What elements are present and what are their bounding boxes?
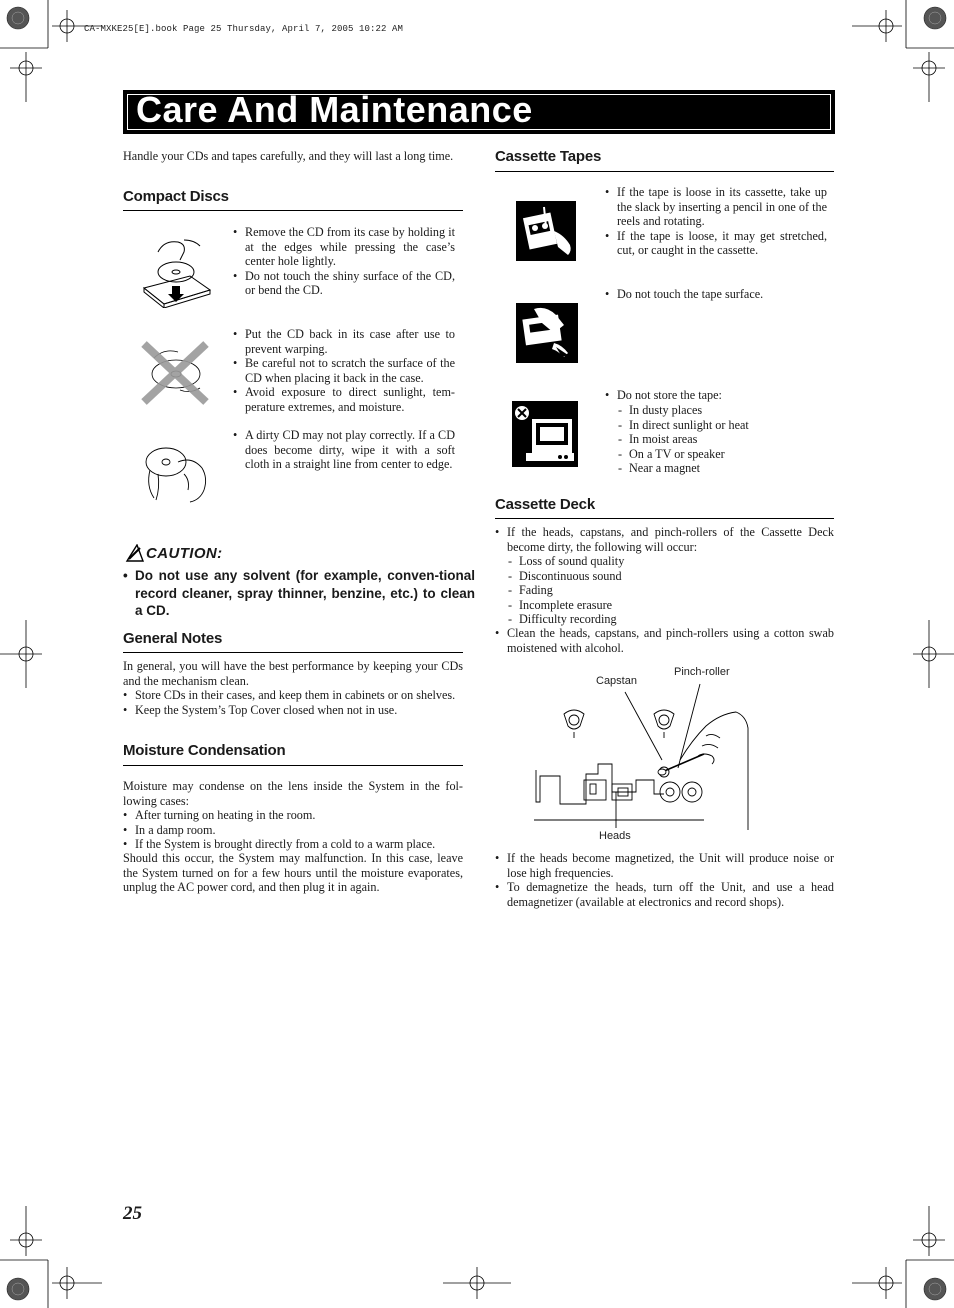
heading-cassette-tapes: Cassette Tapes: [495, 148, 602, 165]
rule-general-notes: [123, 652, 463, 653]
general-notes-intro: In general, you will have the best performance by keeping your CDs and the mechanism clean.: [123, 659, 463, 688]
moisture-outro: Should this occur, the System may malfunction. In this case, leave the System turned on for a few hours until the moisture evaporates, unplug the AC power cord, and then plug it in again.: [123, 851, 463, 895]
label-capstan: Capstan: [596, 675, 637, 687]
cassette-deck-after: [495, 851, 834, 909]
cd-list-2: [233, 327, 455, 414]
moisture-cases-list: [123, 808, 463, 852]
tape-storage-item: - Near a magnet: [617, 461, 827, 476]
cd-tip: • Avoid exposure to direct sunlight, tem-perature extremes, and moisture.: [233, 385, 455, 414]
cd-removal-illustration: [140, 232, 214, 308]
tape-tip: • If the tape is loose, it may get stretched, cut, or caught in the cassette.: [605, 229, 827, 258]
moisture-case: • After turning on heating in the room.: [123, 808, 463, 823]
general-note-item: • Store CDs in their cases, and keep them in cabinets or on shelves.: [123, 688, 463, 703]
page-number: 25: [123, 1203, 142, 1224]
cassette-deck-lead: [495, 525, 834, 554]
page-title: Care And Maintenance: [136, 89, 533, 130]
tape-list-1: [605, 185, 827, 258]
tape-surface-illustration: [516, 303, 578, 363]
print-file-header: CA-MXKE25[E].book Page 25 Thursday, April 7, 2005 10:22 AM: [84, 24, 404, 34]
page-title-bar: [123, 90, 835, 134]
heading-cassette-deck: Cassette Deck: [495, 496, 595, 513]
cd-wiping-illustration: [140, 440, 212, 504]
cassette-deck-clean: [495, 626, 834, 655]
cassette-deck-item: • If the heads, capstans, and pinch-rollers of the Cassette Deck become dirty, the following will occur:: [495, 525, 834, 554]
deck-effect: - Incomplete erasure: [507, 598, 834, 613]
tape-storage-illustration: [512, 401, 578, 467]
cd-tip: • Be careful not to scratch the surface of the CD when placing it back in the case.: [233, 356, 455, 385]
cd-dont-illustration: [140, 340, 210, 406]
tape-storage-item: - In dusty places: [617, 403, 827, 418]
tape-storage-item: - On a TV or speaker: [617, 447, 827, 462]
deck-effect: - Discontinuous sound: [507, 569, 834, 584]
cassette-deck-illustration: [530, 680, 750, 830]
general-note-item: • Keep the System’s Top Cover closed when not in use.: [123, 703, 463, 718]
deck-effect: - Difficulty recording: [507, 612, 834, 627]
rule-compact-discs: [123, 210, 463, 211]
heading-general-notes: General Notes: [123, 630, 223, 647]
intro-paragraph: Handle your CDs and tapes carefully, and they will last a long time.: [123, 149, 454, 163]
rule-cassette-deck: [495, 518, 834, 519]
cd-list-3: [233, 428, 455, 472]
cd-tip: • Put the CD back in its case after use to prevent warping.: [233, 327, 455, 356]
rule-moisture: [123, 765, 463, 766]
tape-list-3: [605, 388, 827, 403]
tape-pencil-illustration: [516, 201, 576, 261]
general-notes-list: [123, 688, 463, 717]
rule-cassette-tapes: [495, 171, 834, 172]
tape-tip: • Do not store the tape:: [605, 388, 827, 403]
heading-moisture-condensation: Moisture Condensation: [123, 742, 286, 759]
cassette-deck-effects: [507, 554, 834, 627]
label-heads: Heads: [599, 830, 631, 842]
cassette-deck-item: • To demagnetize the heads, turn off the Unit, and use a head demagnetizer (available at electronics and record shops).: [495, 880, 834, 909]
caution-icon: [125, 544, 145, 562]
tape-storage-item: - In moist areas: [617, 432, 827, 447]
moisture-case: • In a damp room.: [123, 823, 463, 838]
moisture-case: • If the System is brought directly from a cold to a warm place.: [123, 837, 463, 852]
label-pinch-roller: Pinch-roller: [674, 666, 730, 678]
cd-tip: • Do not touch the shiny surface of the CD, or bend the CD.: [233, 269, 455, 298]
caution-text: • Do not use any solvent (for example, conven-tional record cleaner, spray thinner, benzine, etc.) to clean a CD.: [123, 567, 475, 620]
tape-tip: • If the tape is loose in its cassette, take up the slack by inserting a pencil in one of the reels and rotating.: [605, 185, 827, 229]
tape-storage-item: - In direct sunlight or heat: [617, 418, 827, 433]
deck-effect: - Fading: [507, 583, 834, 598]
heading-compact-discs: Compact Discs: [123, 188, 229, 205]
caution-label: CAUTION:: [146, 545, 223, 562]
cassette-deck-item: • Clean the heads, capstans, and pinch-rollers using a cotton swab moistened with alcohol.: [495, 626, 834, 655]
cd-tip: • A dirty CD may not play correctly. If a CD does become dirty, wipe it with a soft cloth in a straight line from center to edge.: [233, 428, 455, 472]
cassette-deck-item: • If the heads become magnetized, the Unit will produce noise or lose high frequencies.: [495, 851, 834, 880]
cd-tip: • Remove the CD from its case by holding it at the edges while pressing the case’s center hole lightly.: [233, 225, 455, 269]
moisture-intro: Moisture may condense on the lens inside the System in the fol-lowing cases:: [123, 779, 463, 808]
tape-tip: • Do not touch the tape surface.: [605, 287, 827, 302]
tape-storage-list: [617, 403, 827, 476]
tape-list-2: [605, 287, 827, 302]
cd-list-1: [233, 225, 455, 298]
deck-effect: - Loss of sound quality: [507, 554, 834, 569]
